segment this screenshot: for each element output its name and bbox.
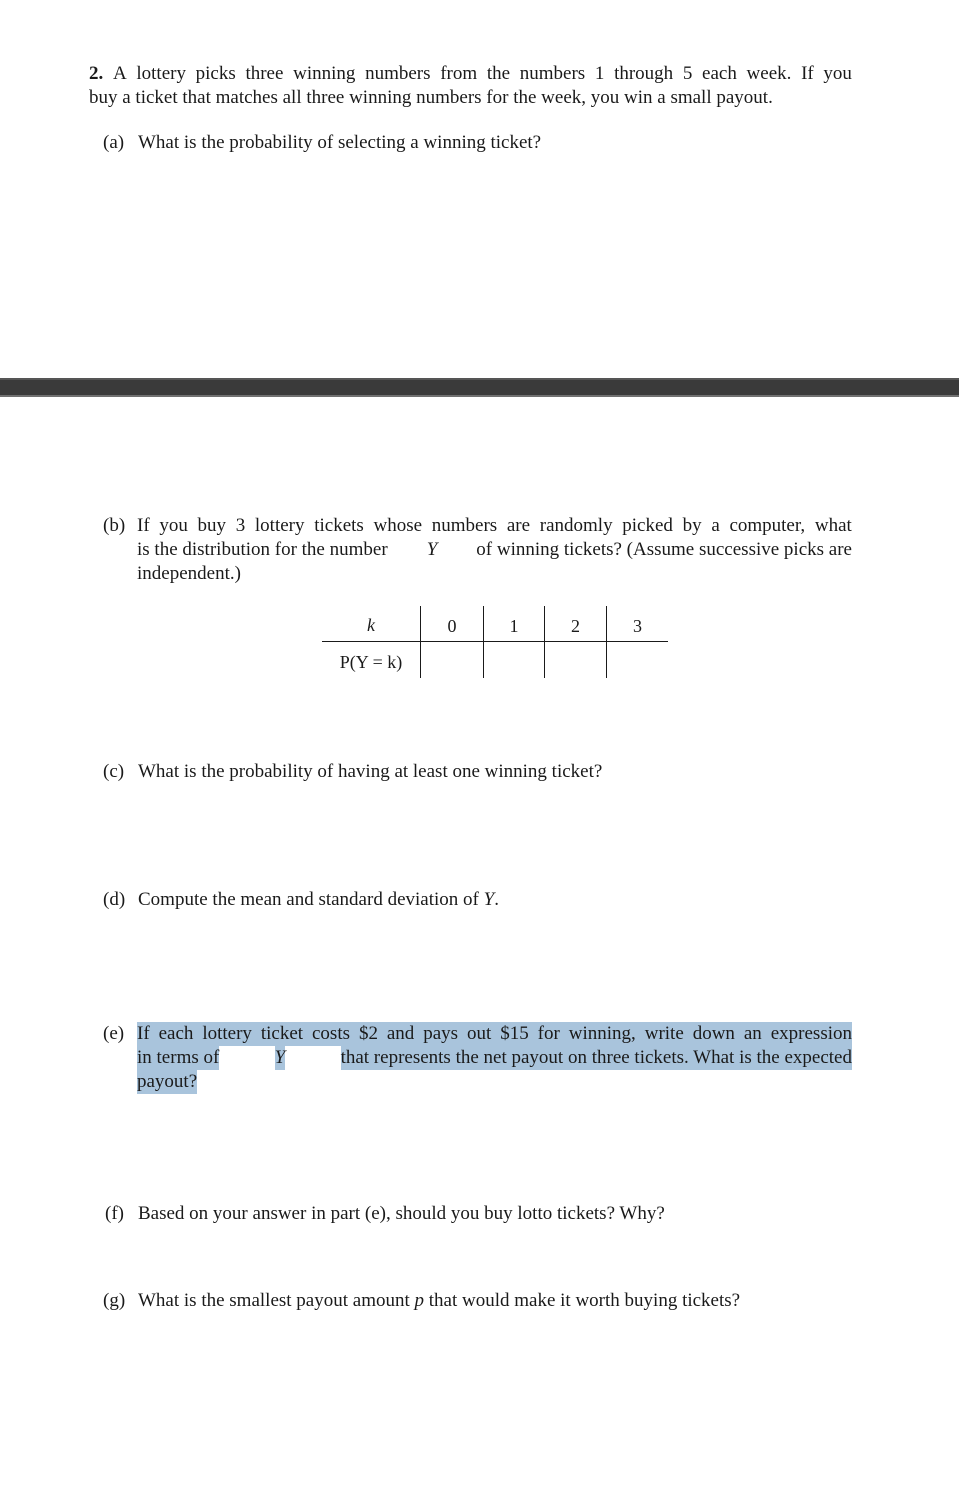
part-d-text: Compute the mean and standard deviation of Y. — [138, 889, 499, 910]
table-header-value-0: 0 — [447, 616, 457, 636]
part-e-line1-highlight: If each lottery ticket costs $2 and pays out $15 for winning, write down an expression — [137, 1023, 852, 1044]
part-g-text: What is the smallest payout amount p that would make it worth buying tickets? — [138, 1290, 741, 1311]
part-c-label: (c) — [103, 761, 125, 782]
table-header-value-2: 2 — [571, 616, 580, 636]
part-e-line3-highlight: payout? — [137, 1071, 198, 1092]
table-header-value-3: 3 — [633, 616, 642, 636]
table-row-label: P(Y = k) — [339, 652, 403, 672]
table-header-k: k — [367, 615, 375, 635]
variable-p: p — [414, 1290, 425, 1311]
question-intro-line2: buy a ticket that matches all three winning numbers for the week, you win a small payout. — [89, 87, 773, 108]
part-b-line1: If you buy 3 lottery tickets whose numbers are randomly picked by a computer, what — [137, 515, 852, 536]
part-e-line2 — [137, 1046, 852, 1070]
part-a-label: (a) — [103, 132, 125, 153]
part-b-label: (b) — [103, 515, 126, 536]
variable-y: Y — [483, 889, 495, 910]
variable-y: Y — [274, 1047, 286, 1068]
variable-y: Y — [426, 539, 438, 560]
page-divider — [0, 378, 959, 397]
page-top — [0, 0, 959, 378]
part-a — [103, 131, 124, 155]
part-g-label: (g) — [103, 1290, 126, 1311]
part-f-text: Based on your answer in part (e), should you buy lotto tickets? Why? — [138, 1203, 665, 1224]
question-intro-line1: 2. A lottery picks three winning numbers from the numbers 1 through 5 each week. If you — [89, 63, 852, 84]
part-c-text: What is the probability of having at least one winning ticket? — [138, 761, 603, 782]
part-e-line2-highlight-a: in terms of — [137, 1047, 220, 1068]
part-a-text: What is the probability of selecting a winning ticket? — [138, 132, 542, 153]
part-d-label: (d) — [103, 889, 126, 910]
distribution-table — [322, 606, 668, 678]
table-answer-cell-0[interactable] — [421, 642, 483, 678]
table-answer-cell-2[interactable] — [545, 642, 606, 678]
part-f-label: (f) — [105, 1203, 124, 1224]
part-b-line2: is the distribution for the number Y of winning tickets? (Assume successive picks are — [137, 539, 852, 560]
table-answer-cell-1[interactable] — [484, 642, 544, 678]
part-b-line3: independent.) — [137, 563, 241, 584]
part-e-label: (e) — [103, 1023, 125, 1044]
part-e-line2-highlight-b: that represents the net payout on three tickets. What is the expected — [340, 1047, 852, 1068]
table-answer-cell-3[interactable] — [607, 642, 668, 678]
question-number: 2. — [89, 63, 104, 84]
table-header-value-1: 1 — [509, 616, 519, 636]
